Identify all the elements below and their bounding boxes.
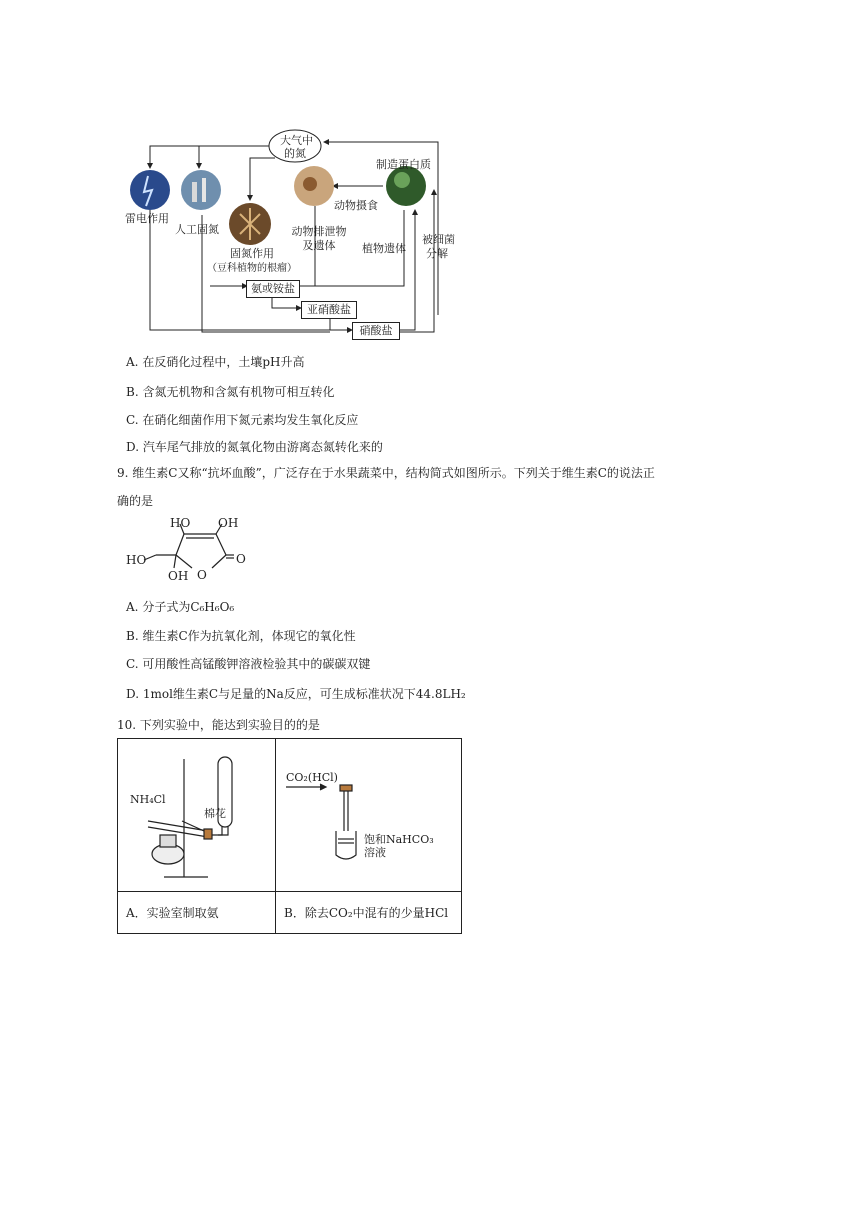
q8-option-b: B. 含氮无机物和含氮有机物可相互转化 <box>126 385 335 399</box>
nitrate-box: 硝酸盐 <box>352 322 400 340</box>
decompose-label: 被细菌 分解 <box>422 233 455 260</box>
plant-remains-label: 植物遗体 <box>362 242 406 255</box>
experiment-b-caption: B．除去CO₂中混有的少量HCl <box>276 892 462 934</box>
q10-experiment-table <box>117 738 462 934</box>
q10-stem: 10. 下列实验中，能达到实验目的的是 <box>117 718 320 732</box>
experiment-a-caption: A．实验室制取氨 <box>118 892 276 934</box>
q8-option-c: C. 在硝化细菌作用下氮元素均发生氧化反应 <box>126 413 359 427</box>
q9-option-c: C. 可用酸性高锰酸钾溶液检验其中的碳碳双键 <box>126 657 371 671</box>
ammonium-chloride-label: NH₄Cl <box>130 793 166 806</box>
vc-oh-bottom: OH <box>168 569 189 583</box>
co2-hcl-label: CO₂(HCl) <box>286 771 338 784</box>
experiment-b-cell <box>276 739 462 892</box>
lightning-label: 雷电作用 <box>125 212 169 225</box>
sodium-bicarbonate-label: 饱和NaHCO₃ 溶液 <box>364 833 434 859</box>
vc-ho-top: HO <box>170 516 191 530</box>
q9-stem-line1: 9. 维生素C又称“抗坏血酸”，广泛存在于水果蔬菜中，结构简式如图所示。下列关于维生素C的说法正 <box>117 466 655 480</box>
animal-excretion-label: 动物排泄物 及遗体 <box>291 225 347 252</box>
experiment-a-cell <box>118 739 276 892</box>
vc-ring-o: O <box>197 568 207 582</box>
animal-intake-label: 动物摄食 <box>334 199 378 212</box>
vc-oh-top: OH <box>218 516 239 530</box>
vc-carbonyl-o: O <box>236 552 246 566</box>
cotton-label: 棉花 <box>204 807 226 820</box>
factory-image <box>181 170 221 210</box>
ammonia-apparatus <box>118 739 275 891</box>
ammonia-box: 氨或铵盐 <box>246 280 300 298</box>
protein-label: 制造蛋白质 <box>376 158 431 171</box>
vc-ho-left: HO <box>126 553 147 567</box>
q9-stem-line2: 确的是 <box>117 494 154 508</box>
q9-option-b: B. 维生素C作为抗氧化剂，体现它的氧化性 <box>126 629 356 643</box>
q9-option-a: A. 分子式为C₆H₆O₆ <box>126 600 235 614</box>
gas-wash-apparatus <box>276 739 461 891</box>
industrial-label: 人工固氮 <box>175 223 219 236</box>
q8-option-d: D. 汽车尾气排放的氮氧化物由游离态氮转化来的 <box>126 440 383 454</box>
nitrite-box: 亚硝酸盐 <box>301 301 357 319</box>
atmosphere-label: 大气中 的氮 <box>280 134 313 160</box>
q8-option-a: A. 在反硝化过程中，土壤pH升高 <box>126 355 305 369</box>
q9-option-d: D. 1mol维生素C与足量的Na反应，可生成标准状况下44.8LH₂ <box>126 687 466 701</box>
fixation-label: 固氮作用 （豆科植物的根瘤） <box>207 247 297 274</box>
